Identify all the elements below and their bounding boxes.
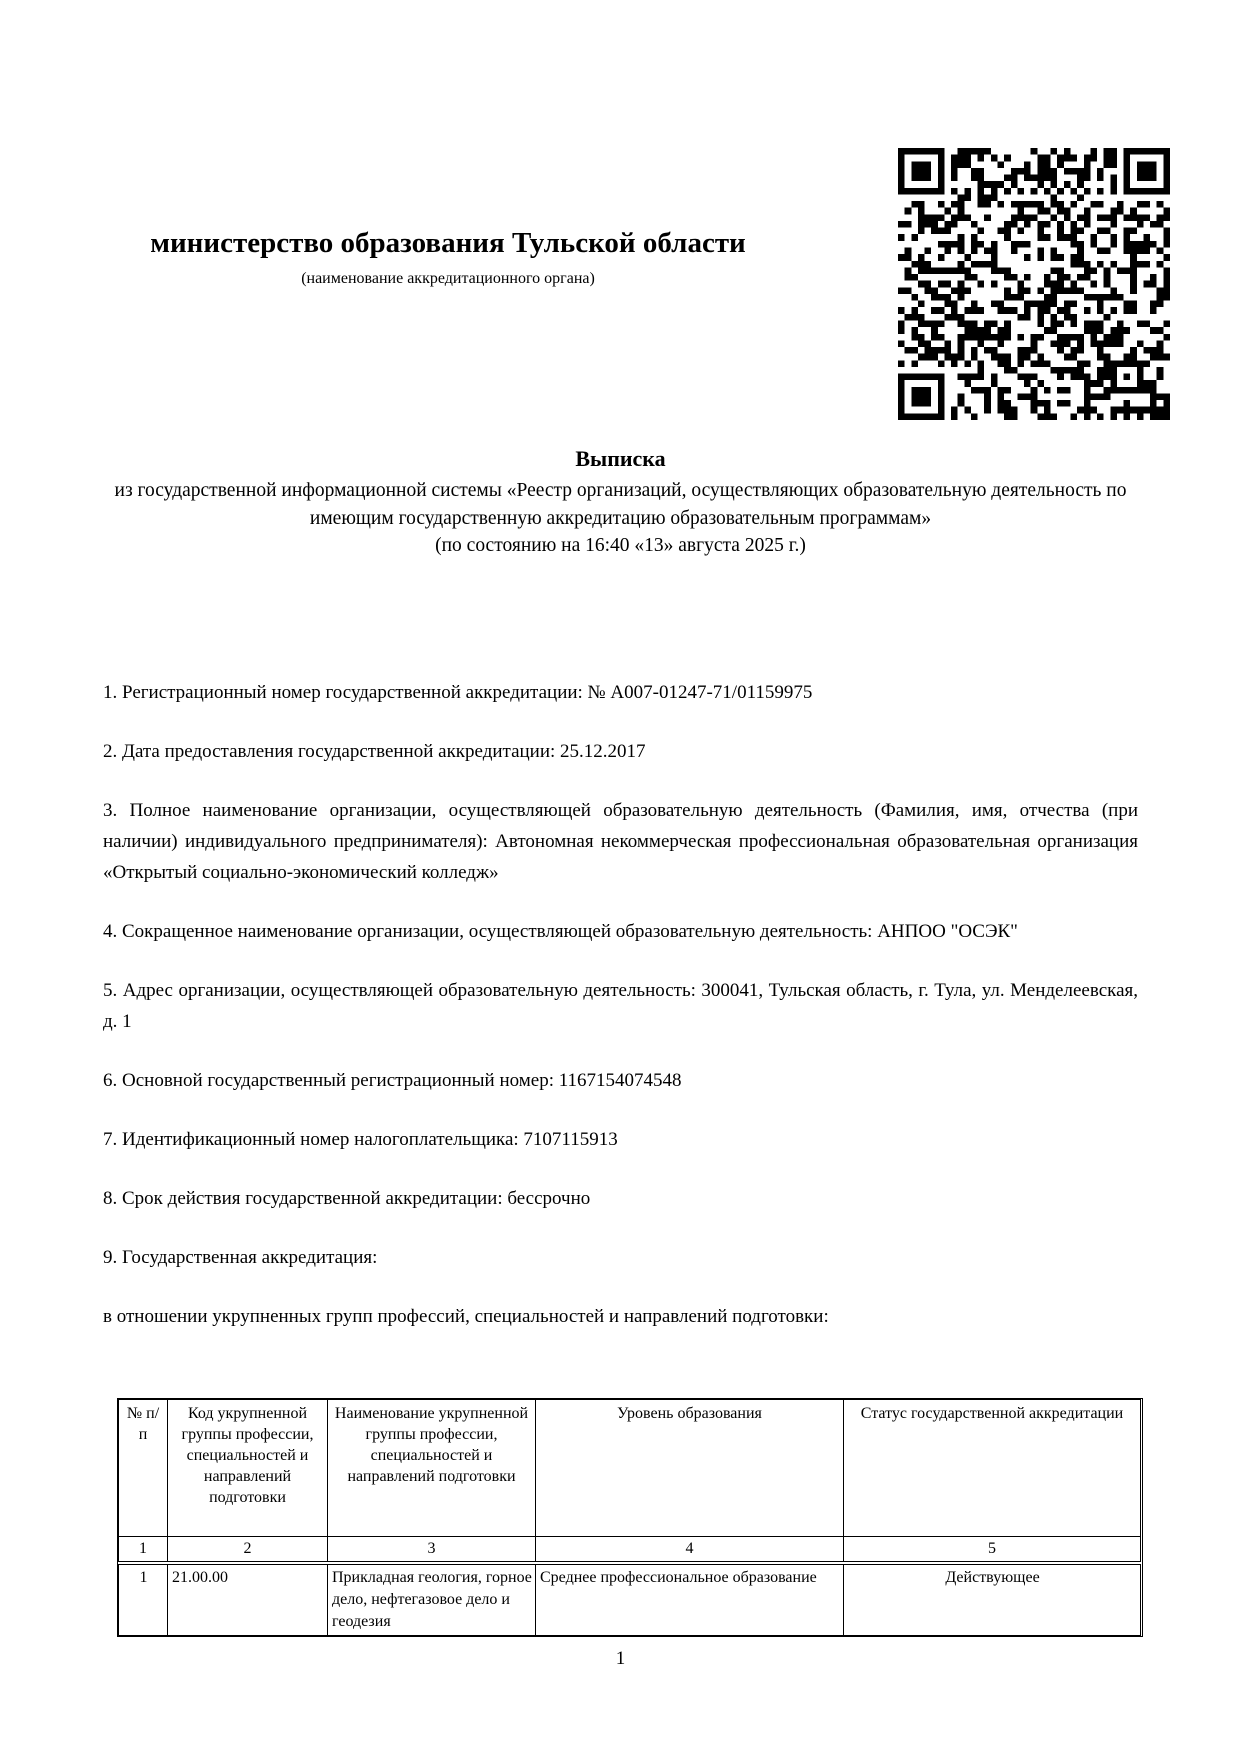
as-of-date-line: (по состоянию на 16:40 «13» августа 2025 г.) [435, 535, 806, 556]
cell-group-code: 21.00.00 [168, 1565, 328, 1636]
paragraph-validity: 8. Срок действия государственной аккредитации: бессрочно [103, 1188, 591, 1209]
col-header-group-name: Наименование укрупненной группы профессии, специальностей и направлений подготовки [328, 1400, 536, 1537]
accreditation-authority-block [103, 226, 793, 288]
document-title: Выписка [575, 446, 666, 471]
paragraph-short-name: 4. Сокращенное наименование организации, осуществляющей образовательную деятельность: АНПОО "ОСЭК" [103, 921, 1018, 942]
paragraph-groups-intro: в отношении укрупненных групп профессий, специальностей и направлений подготовки: [103, 1306, 829, 1327]
qr-code [898, 148, 1170, 420]
paragraph-registration-number: 1. Регистрационный номер государственной аккредитации: № А007-01247-71/01159975 [103, 682, 813, 703]
document-title-block [103, 444, 1138, 560]
paragraph-ogrn: 6. Основной государственный регистрационный номер: 1167154074548 [103, 1070, 682, 1091]
cell-accreditation-status: Действующее [844, 1565, 1141, 1636]
column-number: 4 [536, 1537, 844, 1562]
col-header-group-code: Код укрупненной группы профессии, специальностей и направлений подготовки [168, 1400, 328, 1537]
table-header-row [119, 1400, 1141, 1537]
column-number: 1 [119, 1537, 168, 1562]
cell-education-level: Среднее профессиональное образование [536, 1565, 844, 1636]
paragraph-inn: 7. Идентификационный номер налогоплательщика: 7107115913 [103, 1129, 618, 1150]
column-number: 2 [168, 1537, 328, 1562]
accreditation-table [117, 1398, 1143, 1637]
table-row [119, 1565, 1141, 1636]
paragraph-accreditation-date: 2. Дата предоставления государственной аккредитации: 25.12.2017 [103, 741, 646, 762]
column-number: 3 [328, 1537, 536, 1562]
paragraph-full-name: 3. Полное наименование организации, осуществляющей образовательную деятельность (Фамилия, имя, отчества (при наличии) индивидуального предпринимателя): Автономная некоммерческая профессиональная образовательная организация «Открытый социально-экономический колледж» [103, 800, 1138, 883]
accreditation-authority-name: министерство образования Тульской области [150, 227, 746, 259]
document-subtitle: из государственной информационной системы «Реестр организаций, осуществляющих образовательную деятельность по имеющим государственную аккредитацию образовательным программам» [114, 480, 1127, 529]
table-column-number-row [119, 1537, 1141, 1562]
cell-group-name: Прикладная геология, горное дело, нефтегазовое дело и геодезия [328, 1565, 536, 1636]
page-number: 1 [615, 1648, 626, 1669]
col-header-index: № п/п [119, 1400, 168, 1537]
document-body [103, 677, 1138, 1360]
accreditation-authority-caption: (наименование аккредитационного органа) [301, 270, 595, 287]
qr-code-image [898, 148, 1170, 420]
col-header-accreditation-status: Статус государственной аккредитации [844, 1400, 1141, 1537]
cell-row-index: 1 [119, 1565, 168, 1636]
column-number: 5 [844, 1537, 1141, 1562]
paragraph-state-accreditation: 9. Государственная аккредитация: [103, 1247, 378, 1268]
accreditation-table-header [118, 1399, 1141, 1562]
paragraph-address: 5. Адрес организации, осуществляющей образовательную деятельность: 300041, Тульская область, г. Тула, ул. Менделеевская, д. 1 [103, 980, 1138, 1032]
col-header-education-level: Уровень образования [536, 1400, 844, 1537]
accreditation-table-body [118, 1564, 1141, 1636]
